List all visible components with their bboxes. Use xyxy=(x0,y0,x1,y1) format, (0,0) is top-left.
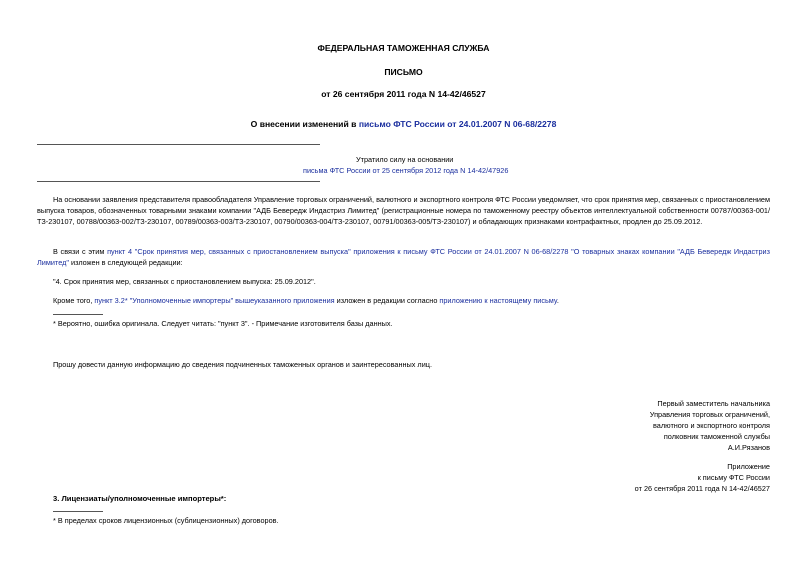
paragraph-4: Прошу довести данную информацию до сведения подчиненных таможенных органов и заинтересованных лиц. xyxy=(53,360,432,369)
notice-text: Утратило силу на основании xyxy=(356,155,454,164)
signature-line: Первый заместитель начальника xyxy=(657,399,770,408)
paragraph-3-link-item[interactable]: пункт 3.2* "Уполномоченные импортеры" вышеуказанного приложения xyxy=(94,296,335,305)
paragraph-1: На основании заявления представителя правообладателя Управление торговых ограничений, валютного и экспортного контроля ФТС России уведомляет, что срок принятия мер, связанных с приостановлением выпуска товаров, обозначенных товарными знаками компании "АДБ Бевередж Индастриз Лимитед" (регистрационные номера по таможенному реестру объектов интеллектуальной собственности 00787/00363-001/ТЗ-230107, 00788/00363-002/ТЗ-230107, 00789/00363-003/ТЗ-230107, 00790/00363-004/ТЗ-230107, 00791/00363-005/ТЗ-230107) и обладающих признаками контрафактных, продлен до 25.09.2012. xyxy=(37,195,770,226)
footnote-1: * Вероятно, ошибка оригинала. Следует читать: "пункт 3". - Примечание изготовителя базы данных. xyxy=(53,319,393,328)
paragraph-3-middle: изложен в редакции согласно xyxy=(334,296,440,305)
paragraph-3-link-appendix[interactable]: приложению к настоящему письму xyxy=(439,296,557,305)
document-type: ПИСЬМО xyxy=(384,67,423,77)
notice-link[interactable]: письма ФТС России от 25 сентября 2012 года N 14-42/47926 xyxy=(303,166,509,175)
appendix-line: Приложение xyxy=(727,462,770,471)
signature-name: А.И.Рязанов xyxy=(727,443,770,452)
paragraph-2 xyxy=(37,246,770,268)
appendix-line: от 26 сентября 2011 года N 14-42/46527 xyxy=(634,484,770,493)
appendix-header xyxy=(635,461,770,494)
paragraph-2-start: В связи с этим xyxy=(53,247,108,256)
document-date: от 26 сентября 2011 года N 14-42/46527 xyxy=(321,89,486,99)
footnote-2: * В пределах сроков лицензионных (сублицензионных) договоров. xyxy=(53,516,279,525)
signature-block xyxy=(650,398,770,453)
signature-line: валютного и экспортного контроля xyxy=(653,421,770,430)
divider-top xyxy=(37,144,320,145)
document-subject xyxy=(0,119,807,129)
paragraph-3-start: Кроме того, xyxy=(53,296,95,305)
paragraph-2-link[interactable]: пункт 4 "Срок принятия мер, связанных с приостановлением выпуска" приложения к письму ФТС России от 24.01.2007 N 06-68/2278 "О товарных знаках компании "АДБ Бевередж Индастриз Лимитед" xyxy=(37,247,770,267)
footnote-divider-1 xyxy=(53,314,103,315)
appendix-line: к письму ФТС России xyxy=(697,473,770,482)
subject-prefix: О внесении изменений в xyxy=(250,119,359,129)
appendix-section-title: 3. Лицензиаты/уполномоченные импортеры*: xyxy=(53,494,227,503)
signature-line: полковник таможенной службы xyxy=(663,432,770,441)
footnote-divider-2 xyxy=(53,511,103,512)
paragraph-3 xyxy=(53,295,559,306)
signature-line: Управления торговых ограничений, xyxy=(649,410,770,419)
paragraph-2-end: изложен в следующей редакции: xyxy=(68,258,183,267)
quoted-item: "4. Срок принятия мер, связанных с приостановлением выпуска: 25.09.2012". xyxy=(53,277,316,286)
subject-link[interactable]: письмо ФТС России от 24.01.2007 N 06-68/2278 xyxy=(358,119,557,129)
agency-title: ФЕДЕРАЛЬНАЯ ТАМОЖЕННАЯ СЛУЖБА xyxy=(317,43,490,53)
divider-bottom xyxy=(37,181,320,182)
paragraph-3-end: . xyxy=(556,296,559,305)
